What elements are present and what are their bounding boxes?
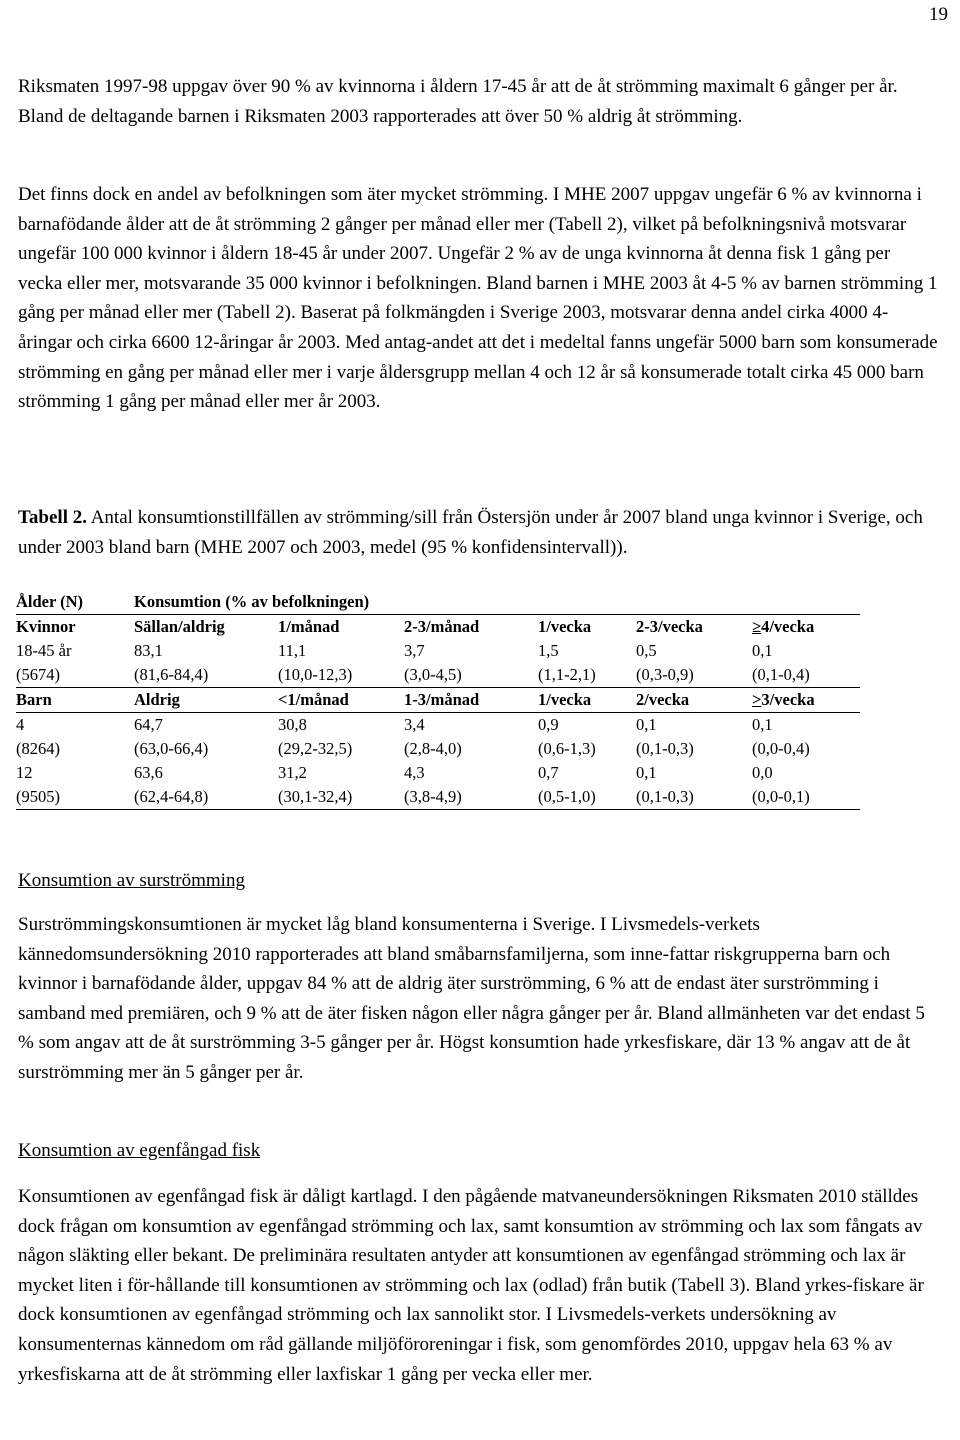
table-cell: 0,9	[538, 715, 559, 734]
table-cell: (0,1-0,4)	[752, 665, 810, 684]
table-cell: 11,1	[278, 641, 307, 660]
section-heading-egenfangad: Konsumtion av egenfångad fisk	[18, 1140, 261, 1161]
table-cell: (29,2-32,5)	[278, 739, 353, 758]
women-rows	[16, 639, 860, 687]
table-cell: (3,0-4,5)	[404, 665, 462, 684]
table-header-cell: 2-3/vecka	[636, 617, 703, 636]
table-header-cell: Aldrig	[134, 690, 180, 709]
table-header-text: 3/vecka	[761, 690, 815, 709]
table-header-cell: 1/vecka	[538, 690, 592, 709]
egenfangad-paragraph: Konsumtionen av egenfångad fisk är dåligt kartlagd. I den pågående matvaneundersökningen Riksmaten 2010 ställdes dock frågan om konsumtion av egenfångad strömming och lax, samt konsumtion av strömming och lax som fångats av någon släkting eller bekant. De preliminära resultaten antyder att konsumtionen av egenfångad strömming och lax är mycket liten i för-hållande till konsumtionen av strömming och lax (odlad) från butik (Tabell 3). Bland yrkes-fiskare är dock konsumtionen av egenfångad strömming och lax sannolikt stor. I Livsmedels-verkets undersökning av konsumenternas kännedom om råd gällande miljöföroreningar i fisk, som genomfördes 2010, uppgav hela 63 % av yrkesfiskarna att de åt strömming eller laxfiskar 1 gång per vecka eller mer.	[18, 1186, 924, 1385]
table-row	[16, 639, 860, 663]
table-header-cell	[752, 690, 815, 710]
table-cell: 4,3	[404, 763, 425, 782]
table-header-cell: 1/vecka	[538, 617, 592, 636]
comparison-symbol: >	[752, 690, 762, 709]
table-cell: 4	[16, 715, 25, 734]
table-header-cell: 2/vecka	[636, 690, 690, 709]
table-cell: 0,1	[636, 763, 657, 782]
table-cell: 64,7	[134, 715, 163, 734]
section-heading-surstromming: Konsumtion av surströmming	[18, 870, 245, 891]
table-cell: 0,0	[752, 763, 773, 782]
table-header-text: 4/vecka	[761, 617, 815, 636]
table-row	[16, 737, 860, 761]
table-cell: 0,5	[636, 641, 657, 660]
table-cell: (0,6-1,3)	[538, 739, 596, 758]
table-cell: (62,4-64,8)	[134, 787, 209, 806]
table-header-cell: Barn	[16, 690, 52, 709]
table-cell: 0,1	[752, 715, 773, 734]
table-cell: 30,8	[278, 715, 307, 734]
intro-paragraph: Riksmaten 1997-98 uppgav över 90 % av kvinnorna i åldern 17-45 år att de åt strömming maximalt 6 gånger per år. Bland de deltagande barnen i Riksmaten 2003 rapporterades att över 50 % aldrig åt strömming.	[18, 76, 898, 127]
table-cell: 1,5	[538, 641, 559, 660]
table-cell: 3,4	[404, 715, 425, 734]
table-cell: 0,7	[538, 763, 559, 782]
header-consumption: Konsumtion (% av befolkningen)	[134, 592, 370, 611]
table-caption	[18, 503, 938, 562]
table-row	[16, 761, 860, 785]
table-cell: (81,6-84,4)	[134, 665, 209, 684]
table-cell: (3,8-4,9)	[404, 787, 462, 806]
table-header-cell	[752, 617, 814, 637]
table-cell: (0,1-0,3)	[636, 739, 694, 758]
surstromming-paragraph: Surströmmingskonsumtionen är mycket låg bland konsumenterna i Sverige. I Livsmedels-verkets kännedomsundersökning 2010 rapporterades att bland småbarnsfamiljerna, som inne-fattar riskgrupperna barn och kvinnor i barnafödande ålder, uppgav 84 % att de aldrig äter surströmming, 6 % att de endast äter surströmming i samband med premiären, och 9 % att de äter fisken någon eller några gånger per år. Bland allmänheten var det endast 5 % som angav att de åt surströmming 3-5 gånger per år. Högst konsumtion hade yrkesfiskare, där 13 % angav att de åt surströmming mer än 5 gånger per år.	[18, 914, 925, 1083]
table-cell: (0,0-0,4)	[752, 739, 810, 758]
table-header-cell: 1-3/månad	[404, 690, 480, 709]
table-cell: (10,0-12,3)	[278, 665, 353, 684]
table-header-cell: 1/månad	[278, 617, 340, 636]
table-header-cell: Kvinnor	[16, 617, 76, 636]
table-header-row	[16, 590, 860, 615]
table-caption-label: Tabell 2.	[18, 507, 87, 528]
table-cell: (1,1-2,1)	[538, 665, 596, 684]
table-header-cell: Sällan/aldrig	[134, 617, 225, 636]
table-row	[16, 713, 860, 737]
consumption-paragraph: Det finns dock en andel av befolkningen som äter mycket strömming. I MHE 2007 uppgav ungefär 6 % av kvinnorna i barnafödande ålder att de åt strömming 2 gånger per månad eller mer (Tabell 2), vilket på befolkningsnivå motsvarar ungefär 100 000 kvinnor i åldern 18-45 år under 2007. Ungefär 2 % av de unga kvinnorna åt denna fisk 1 gång per vecka eller mer, motsvarande 35 000 kvinnor i befolkningen. Bland barnen i MHE 2003 åt 4-5 % av barnen strömming 1 gång per månad eller mer (Tabell 2). Baserat på folkmängden i Sverige 2003, motsvarar denna andel cirka 4000 4-åringar och cirka 6600 12-åringar år 2003. Med antag-andet att det i medeltal fanns ungefär 5000 barn som konsumerade strömming en gång per månad eller mer i varje åldersgrupp mellan 4 och 12 år så konsumerade totalt cirka 45 000 barn strömming 1 gång per månad eller mer år 2003.	[18, 184, 938, 413]
table-cell: (0,0-0,1)	[752, 787, 810, 806]
table-cell: 31,2	[278, 763, 307, 782]
table-cell: (0,1-0,3)	[636, 787, 694, 806]
table-cell: 0,1	[636, 715, 657, 734]
table-cell: (63,0-66,4)	[134, 739, 209, 758]
consumption-table	[16, 590, 860, 810]
table-cell: (9505)	[16, 787, 60, 806]
women-header-row	[16, 615, 860, 639]
table-cell: (5674)	[16, 665, 60, 684]
table-cell: (30,1-32,4)	[278, 787, 353, 806]
header-age: Ålder (N)	[16, 592, 84, 611]
table-cell: 12	[16, 763, 33, 782]
table-cell: (0,3-0,9)	[636, 665, 694, 684]
table-cell: 18-45 år	[16, 641, 72, 660]
table-cell: 3,7	[404, 641, 425, 660]
table-cell: 0,1	[752, 641, 773, 660]
table-cell: (0,5-1,0)	[538, 787, 596, 806]
table-cell: (2,8-4,0)	[404, 739, 462, 758]
table-cell: 63,6	[134, 763, 163, 782]
table-cell: (8264)	[16, 739, 60, 758]
comparison-symbol: ≥	[752, 617, 762, 636]
page-number: 19	[929, 4, 948, 25]
table-header-cell: <1/månad	[278, 690, 349, 709]
table-caption-text: Antal konsumtionstillfällen av strömming/sill från Östersjön under år 2007 bland unga kvinnor i Sverige, och under 2003 bland barn (MHE 2007 och 2003, medel (95 % konfidensintervall)).	[18, 507, 923, 558]
table-header-cell: 2-3/månad	[404, 617, 480, 636]
table-cell: 83,1	[134, 641, 163, 660]
table-row	[16, 785, 860, 809]
table-row	[16, 663, 860, 687]
children-rows	[16, 713, 860, 810]
children-header-row	[16, 687, 860, 713]
